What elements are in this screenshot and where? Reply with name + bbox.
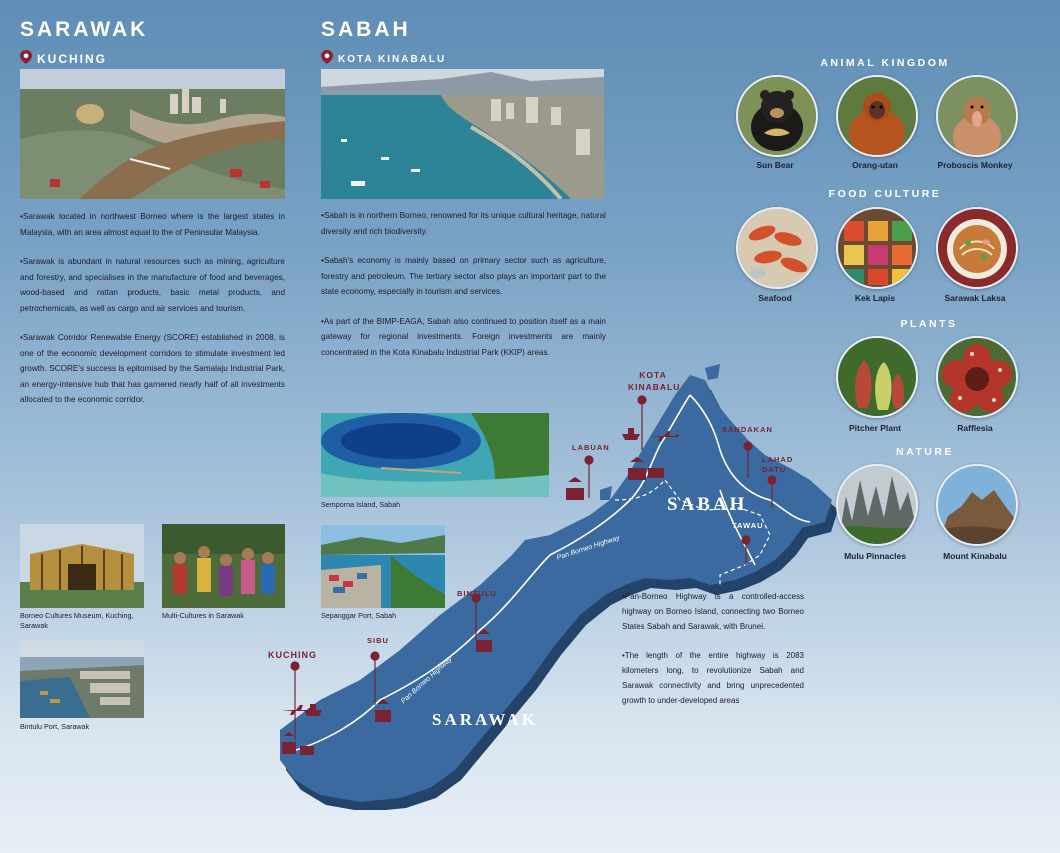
mulu-pinnacles-label: Mulu Pinnacles xyxy=(844,551,906,561)
highway-label-sabah: Pan Borneo Highway xyxy=(556,534,621,562)
rafflesia-photo xyxy=(936,336,1018,418)
highway-label-sarawak: Pan Borneo Highway xyxy=(400,655,454,706)
map-label-tawau: TAWAU xyxy=(732,521,764,530)
seafood-photo xyxy=(736,207,818,289)
sabah-title: SABAH xyxy=(321,18,411,41)
sun-bear-photo xyxy=(736,75,818,157)
kek-lapis-photo xyxy=(836,207,918,289)
mount-kinabalu-label: Mount Kinabalu xyxy=(943,551,1007,561)
map-state-sabah: SABAH xyxy=(667,494,748,515)
bintulu-port-photo xyxy=(20,641,144,718)
seafood-label: Seafood xyxy=(758,293,792,303)
sarawak-bullet-1: •Sarawak located in northwest Borneo where is the largest states in Malaysia, with an area almost equal to the of Peninsular Malaysia. xyxy=(20,212,285,237)
kuching-subtitle: KUCHING xyxy=(37,52,107,66)
highway-bullet-2: •The length of the entire highway is 2083 kilometers long, to revolutionize Sabah and Sarawak connectivity and bring unprecedented growth to under-developed areas xyxy=(622,651,804,705)
rafflesia-label: Rafflesia xyxy=(957,423,993,433)
sarawak-laksa-photo xyxy=(936,207,1018,289)
multi-cultures-caption: Multi-Cultures in Sarawak xyxy=(162,611,244,620)
highway-bullet-1: •Pan-Borneo Highway is a controlled-access highway on Borneo Island, connecting two Borneo States Sabah and Sarawak, with Brunei. xyxy=(622,592,804,631)
pitcher-plant-photo xyxy=(836,336,918,418)
map-state-sarawak: SARAWAK xyxy=(432,710,539,729)
map-label-kota-kinabalu xyxy=(628,369,681,393)
sabah-bullet-3: •As part of the BIMP-EAGA, Sabah also continued to position itself as a main gateway for regional investments. Foreign investments are mainly concentrated in the Kota Kinabalu Industrial Park (KKIP) areas. xyxy=(321,316,606,357)
semporna-caption: Semporna Island, Sabah xyxy=(321,500,401,509)
mount-kinabalu-photo xyxy=(936,464,1018,546)
orangutan-label: Orang-utan xyxy=(852,160,898,170)
kota-kinabalu-subtitle: KOTA KINABALU xyxy=(338,54,447,65)
orangutan-photo xyxy=(836,75,918,157)
sarawak-bullets xyxy=(20,209,285,422)
location-pin-icon xyxy=(20,50,32,64)
kek-lapis-label: Kek Lapis xyxy=(854,293,896,303)
kota-kinabalu-photo xyxy=(321,69,604,199)
map-label-kota-kinabalu-text: KOTA KINABALU xyxy=(628,370,681,392)
sarawak-laksa-label: Sarawak Laksa xyxy=(944,293,1006,303)
borneo-map xyxy=(250,350,840,810)
pitcher-plant-label: Pitcher Plant xyxy=(849,423,901,433)
sabah-bullet-1: •Sabah is in northern Borneo, renowned for its unique cultural heritage, natural diversity and rich biodiversity. xyxy=(321,211,606,236)
proboscis-monkey-photo xyxy=(936,75,1018,157)
kuching-photo xyxy=(20,69,285,199)
map-label-sandakan: SANDAKAN xyxy=(722,425,773,434)
sun-bear-label: Sun Bear xyxy=(756,160,794,170)
sepanggar-caption: Sepanggar Port, Sabah xyxy=(321,611,397,620)
proboscis-monkey-label: Proboscis Monkey xyxy=(937,160,1013,170)
nature-heading: NATURE xyxy=(896,446,954,458)
sarawak-title: SARAWAK xyxy=(20,18,149,41)
museum-caption: Borneo Cultures Museum, Kuching, Sarawak xyxy=(20,611,134,630)
food-culture-heading: FOOD CULTURE xyxy=(828,188,942,200)
animal-kingdom-heading: ANIMAL KINGDOM xyxy=(820,57,950,69)
sarawak-bullet-2: •Sarawak is abundant in natural resources such as mining, agriculture and forestry, and specialises in the manufacture of food and beverages, wood-based and rattan products, basic metal products, and petrochemicals, as well as cargo and air services and tourism. xyxy=(20,257,285,313)
highway-bullets xyxy=(622,589,804,722)
map-label-sibu: SIBU xyxy=(367,636,389,645)
map-label-kuching: KUCHING xyxy=(268,650,317,660)
location-pin-icon xyxy=(321,50,333,64)
mulu-pinnacles-photo xyxy=(836,464,918,546)
map-label-bintulu: BINTULU xyxy=(457,589,497,598)
borneo-cultures-museum-photo xyxy=(20,524,144,608)
map-label-labuan: LABUAN xyxy=(572,443,610,452)
sabah-bullet-2: •Sabah's economy is mainly based on primary sector such as agriculture, forestry and petroleum. The tertiary sector also plays an important part to the state economy, especially in tourism and services. xyxy=(321,256,606,296)
plants-heading: PLANTS xyxy=(900,318,958,330)
sarawak-bullet-3: •Sarawak Corridor Renewable Energy (SCORE) established in 2008, is one of the economic development corridors to stimulate investment led growth. SCORE's success is epitomised by the Samalaju Industrial Park, an energy-intensive hub that has garnered nearly half of all investments allocated to the economic corridor. xyxy=(20,333,285,404)
bintulu-port-caption: Bintulu Port, Sarawak xyxy=(20,722,90,731)
map-label-lahad-datu: LAHAD DATU xyxy=(762,455,794,474)
